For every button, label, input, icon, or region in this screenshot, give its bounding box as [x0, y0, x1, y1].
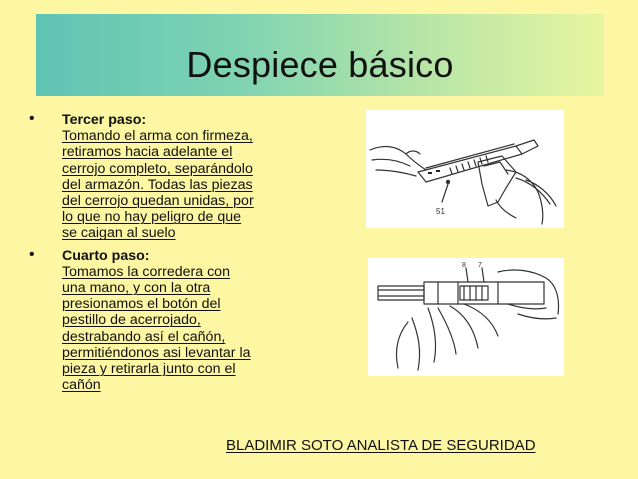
bullet-body: [62, 264, 288, 394]
title-bar: [36, 14, 604, 96]
bullet-line: retiramos hacia adelante el: [62, 144, 233, 161]
bullet-line: permitiéndonos asi levantar la: [62, 344, 251, 361]
bullet-dot-icon: •: [29, 245, 35, 263]
bullet-line: se caigan al suelo: [62, 225, 176, 242]
figure2-label-a: 8: [462, 262, 466, 269]
figure-latch-press: [368, 258, 564, 376]
bullet-line: del cerrojo quedan unidas, por: [62, 193, 254, 210]
bullet-line: cañón: [62, 377, 101, 394]
figure-slide-removal: [366, 110, 564, 228]
bullet-line: Tomamos la corredera con: [62, 263, 230, 280]
bullet-line: del armazón. Todas las piezas: [62, 176, 253, 193]
bullet-line: pestillo de acerrojado,: [62, 312, 201, 329]
bullet-heading: Cuarto paso:: [62, 247, 150, 264]
bullet-body: [62, 128, 288, 241]
figure1-label: 51: [436, 207, 445, 216]
bullet-tercer-paso: [26, 112, 288, 242]
bullet-list: [26, 112, 288, 393]
bullet-cuarto-paso: [26, 245, 288, 394]
bullet-heading: Tercer paso:: [62, 112, 147, 128]
bullet-line: pieza y retirarla junto con el: [62, 361, 236, 378]
slide-latch-illustration: [368, 258, 564, 376]
bullet-line: presionamos el botón del: [62, 296, 221, 313]
bullet-dot-icon: •: [29, 110, 35, 127]
bullet-line: cerrojo completo, separándolo: [62, 160, 253, 177]
pistol-disassembly-illustration: [366, 110, 564, 228]
bullet-line: Tomando el arma con firmeza,: [62, 128, 253, 145]
bullet-line: destrabando así el cañón,: [62, 328, 226, 345]
footer-credit: BLADIMIR SOTO ANALISTA DE SEGURIDAD: [226, 437, 536, 454]
figure2-label-b: 7: [478, 262, 482, 269]
bullet-line: una mano, y con la otra: [62, 280, 211, 297]
bullet-line: lo que no hay peligro de que: [62, 209, 242, 226]
slide-title: Despiece básico: [186, 44, 454, 85]
